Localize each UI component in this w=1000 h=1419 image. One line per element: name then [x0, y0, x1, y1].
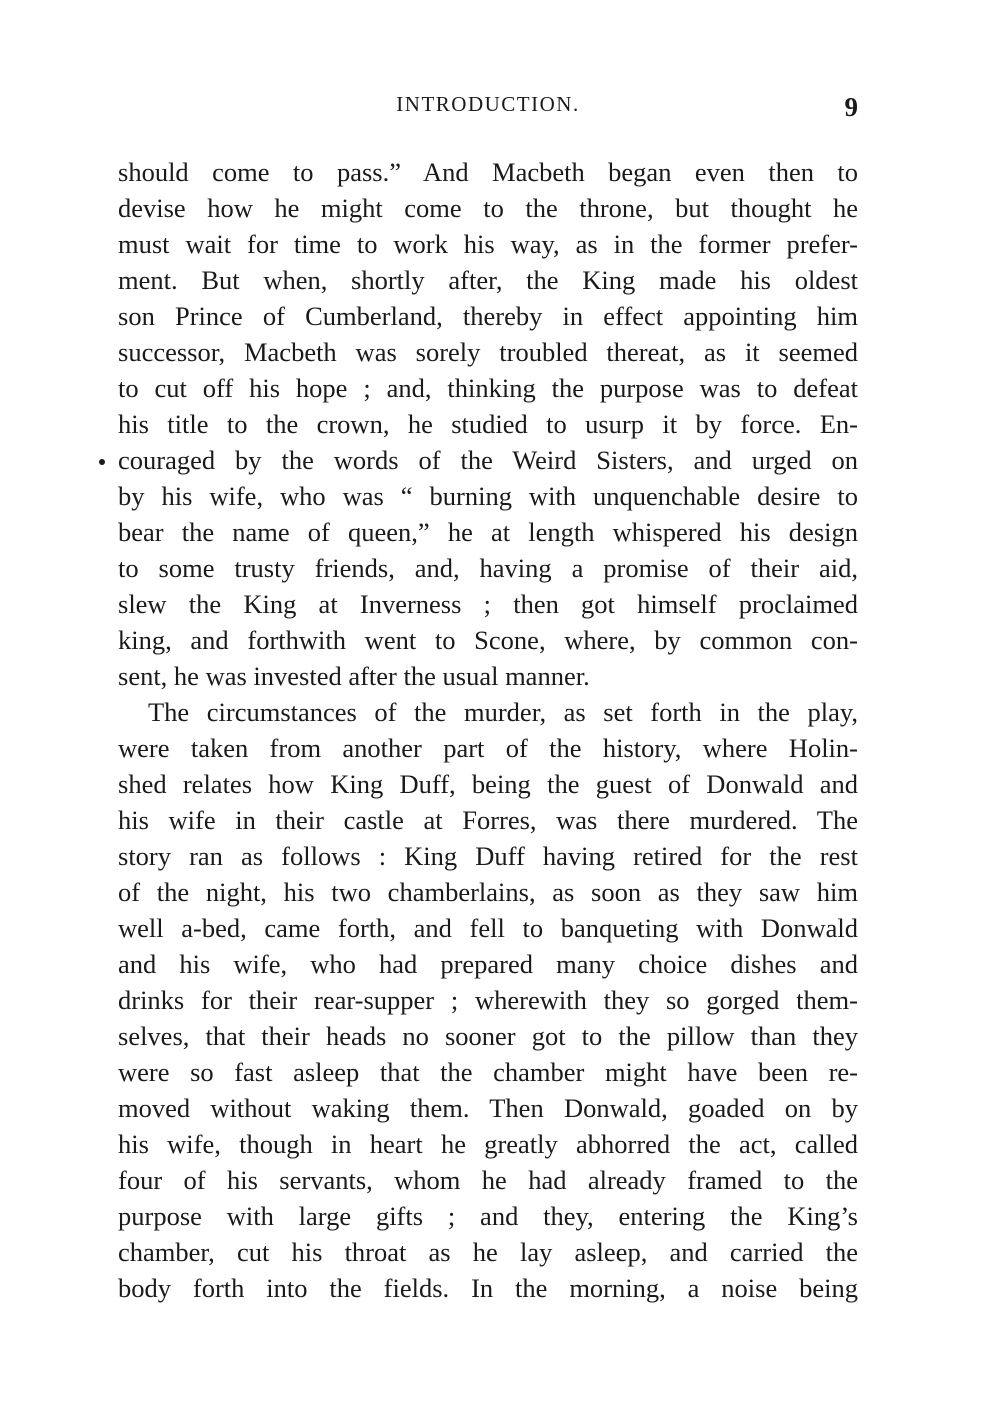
- text-line: well a-bed, came forth, and fell to banqueting with Donwald: [118, 913, 858, 943]
- text-line: king, and forthwith went to Scone, where, by common con-: [118, 625, 858, 655]
- text-line: four of his servants, whom he had already framed to the: [118, 1165, 858, 1195]
- text-line: shed relates how King Duff, being the guest of Donwald and: [118, 769, 858, 799]
- text-line: story ran as follows : King Duff having retired for the rest: [118, 841, 858, 871]
- text-line: his wife in their castle at Forres, was there murdered. The: [118, 805, 858, 835]
- text-line: slew the King at Inverness ; then got himself proclaimed: [118, 589, 858, 619]
- text-line: were taken from another part of the history, where Holin-: [118, 733, 858, 763]
- text-line: devise how he might come to the throne, but thought he: [118, 193, 858, 223]
- text-line: sent, he was invested after the usual manner.: [118, 661, 590, 691]
- text-line: moved without waking them. Then Donwald, goaded on by: [118, 1093, 858, 1123]
- running-head-title: INTRODUCTION.: [396, 92, 580, 116]
- text-line: were so fast asleep that the chamber might have been re-: [118, 1057, 858, 1087]
- text-line: by his wife, who was “ burning with unquenchable desire to: [118, 481, 858, 511]
- text-line: chamber, cut his throat as he lay asleep, and carried the: [118, 1237, 858, 1267]
- text-line: The circumstances of the murder, as set forth in the play,: [148, 697, 858, 727]
- paragraph-2: [118, 694, 858, 1306]
- text-line: bear the name of queen,” he at length whispered his design: [118, 517, 858, 547]
- text-line: drinks for their rear-supper ; wherewith they so gorged them-: [118, 985, 858, 1015]
- text-line: must wait for time to work his way, as in the former prefer-: [118, 229, 858, 259]
- paragraph-1: [118, 154, 858, 694]
- page-number: 9: [844, 92, 858, 122]
- text-line: ment. But when, shortly after, the King made his oldest: [118, 265, 858, 295]
- text-line: couraged by the words of the Weird Sisters, and urged on: [118, 445, 858, 475]
- text-line: purpose with large gifts ; and they, entering the King’s: [118, 1201, 858, 1231]
- text-line: and his wife, who had prepared many choice dishes and: [118, 949, 858, 979]
- text-line: body forth into the fields. In the morning, a noise being: [118, 1273, 858, 1303]
- text-line: to some trusty friends, and, having a promise of their aid,: [118, 553, 858, 583]
- text-line: to cut off his hope ; and, thinking the purpose was to defeat: [118, 373, 858, 403]
- text-line: his title to the crown, he studied to usurp it by force. En-: [118, 409, 858, 439]
- running-head: [118, 92, 858, 126]
- text-line: successor, Macbeth was sorely troubled thereat, as it seemed: [118, 337, 858, 367]
- text-line: should come to pass.” And Macbeth began even then to: [118, 157, 858, 187]
- text-line: of the night, his two chamberlains, as soon as they saw him: [118, 877, 858, 907]
- body-text: [118, 154, 858, 1306]
- text-line: selves, that their heads no sooner got to the pillow than they: [118, 1021, 858, 1051]
- stray-ink-mark: [99, 459, 105, 465]
- text-line: son Prince of Cumberland, thereby in effect appointing him: [118, 301, 858, 331]
- text-line: his wife, though in heart he greatly abhorred the act, called: [118, 1129, 858, 1159]
